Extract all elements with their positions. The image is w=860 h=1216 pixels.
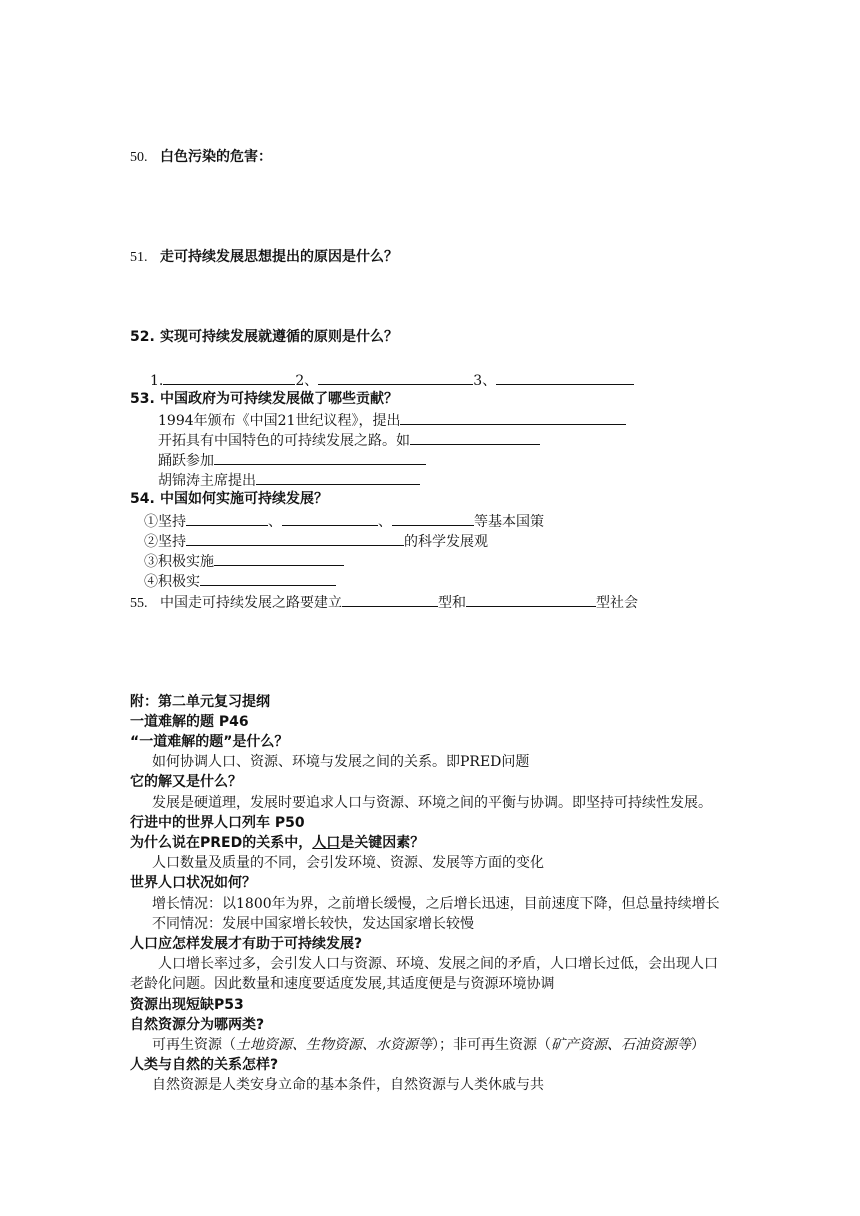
question-number: 54. [130, 491, 155, 507]
answer-blank[interactable] [342, 592, 438, 607]
question-number: 51. [130, 250, 148, 265]
q54-line-4 [144, 571, 336, 591]
item-label: 3、 [473, 373, 497, 389]
q54-line-2 [144, 531, 488, 551]
answer-blank[interactable] [400, 410, 626, 425]
question-part: 是关键因素？ [340, 835, 425, 851]
answer-blank[interactable] [466, 592, 596, 607]
question-text: 白色污染的危害： [160, 149, 272, 165]
answer-blank[interactable] [186, 511, 268, 526]
line-text: 开拓具有中国特色的可持续发展之路。如 [158, 433, 410, 449]
line-text: ①坚持 [144, 514, 186, 530]
review-question: 自然资源分为哪两类? [130, 1017, 265, 1033]
answer-examples: 矿产资源、石油资源等 [551, 1037, 691, 1053]
line-text: 型社会 [596, 595, 638, 611]
answer-blank[interactable] [318, 370, 473, 385]
question-52 [130, 328, 398, 346]
q53-line-2 [158, 430, 540, 450]
answer-blank[interactable] [214, 450, 426, 465]
item-label: 2、 [295, 373, 319, 389]
item-label: 1. [150, 373, 164, 389]
question-51 [130, 248, 398, 267]
q53-line-3 [158, 450, 426, 470]
answer-blank[interactable] [392, 511, 474, 526]
answer-blank[interactable] [410, 430, 540, 445]
question-54 [130, 490, 328, 508]
review-question: “一道难解的题”是什么？ [130, 734, 289, 750]
separator: 、 [268, 514, 282, 530]
section-heading: 一道难解的题 P46 [130, 714, 249, 730]
answer-part: ）；非可再生资源（ [432, 1037, 551, 1053]
question-number: 55. [130, 596, 148, 611]
line-text: 胡锦涛主席提出 [158, 473, 256, 489]
line-text: 型和 [438, 595, 466, 611]
section-heading: 资源出现短缺P53 [130, 997, 244, 1013]
question-50 [130, 148, 272, 167]
review-answer: 增长情况：以1800年为界，之前增长缓慢，之后增长迅速，目前速度下降，但总量持续增长 [152, 896, 720, 912]
line-text: 中国走可持续发展之路要建立 [160, 595, 342, 611]
answer-examples: 土地资源、生物资源、水资源等 [236, 1037, 432, 1053]
review-answer: 如何协调人口、资源、环境与发展之间的关系。即PRED问题 [152, 754, 530, 770]
question-number: 50. [130, 150, 148, 165]
line-text: ④积极实 [144, 574, 200, 590]
answer-part: 可再生资源（ [152, 1037, 236, 1053]
answer-blank[interactable] [214, 551, 344, 566]
review-question: 人类与自然的关系怎样? [130, 1057, 279, 1073]
answer-blank[interactable] [200, 571, 336, 586]
question-53 [130, 390, 398, 408]
q53-line-1 [158, 410, 626, 430]
answer-blank[interactable] [496, 370, 634, 385]
section-heading: 行进中的世界人口列车 P50 [130, 815, 305, 831]
answer-blank[interactable] [256, 470, 420, 485]
answer-part: ） [691, 1037, 705, 1053]
q54-line-1 [144, 511, 544, 531]
answer-blank[interactable] [186, 531, 404, 546]
question-text: 中国政府为可持续发展做了哪些贡献？ [160, 391, 398, 407]
line-text: 的科学发展观 [404, 534, 488, 550]
separator: 、 [378, 514, 392, 530]
answer-blank[interactable] [163, 370, 295, 385]
review-answer: 人口数量及质量的不同，会引发环境、资源、发展等方面的变化 [152, 855, 544, 871]
line-text: 等基本国策 [474, 514, 544, 530]
underlined-term: 人口 [312, 835, 341, 851]
question-number: 53. [130, 391, 155, 407]
review-answer: 自然资源是人类安身立命的基本条件，自然资源与人类休戚与共 [152, 1077, 544, 1093]
question-55 [130, 592, 638, 613]
review-question: 它的解又是什么？ [130, 774, 242, 790]
line-text: 踊跃参加 [158, 453, 214, 469]
review-answer: 老龄化问题。因此数量和速度要适度发展,其适度便是与资源环境协调 [130, 976, 555, 992]
review-answer [152, 1036, 705, 1054]
question-part: 为什么说在PRED的关系中， [130, 835, 313, 851]
review-answer: 人口增长率过多，会引发人口与资源、环境、发展之间的矛盾，人口增长过低，会出现人口 [158, 956, 718, 972]
question-number: 52. [130, 329, 155, 345]
review-answer: 发展是硬道理，发展时要追求人口与资源、环境之间的平衡与协调。即坚持可持续性发展。 [152, 795, 712, 811]
appendix-title: 附：第二单元复习提纲 [130, 694, 270, 710]
question-text: 中国如何实施可持续发展？ [160, 491, 328, 507]
q54-line-3 [144, 551, 344, 571]
question-text: 实现可持续发展就遵循的原则是什么？ [160, 329, 398, 345]
review-question [130, 834, 424, 852]
answer-blank[interactable] [282, 511, 378, 526]
review-answer: 不同情况：发展中国家增长较快，发达国家增长较慢 [152, 916, 474, 932]
review-question: 世界人口状况如何？ [130, 875, 256, 891]
q53-line-4 [158, 470, 420, 490]
question-text: 走可持续发展思想提出的原因是什么？ [160, 249, 398, 265]
review-question: 人口应怎样发展才有助于可持续发展? [130, 936, 363, 952]
line-text: 1994年颁布《中国21世纪议程》，提出 [158, 413, 401, 429]
principles-blanks [150, 370, 634, 390]
line-text: ②坚持 [144, 534, 186, 550]
line-text: ③积极实施 [144, 554, 214, 570]
